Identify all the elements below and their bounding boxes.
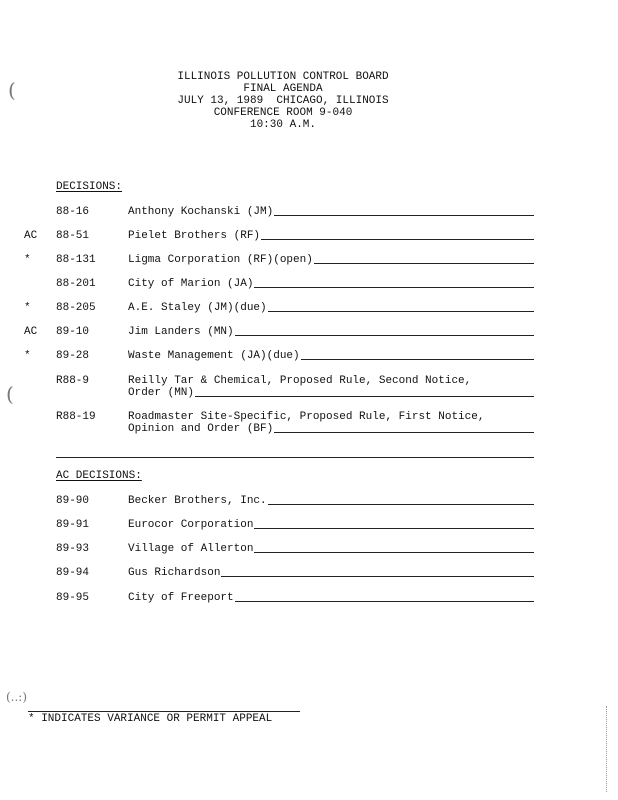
item-description: Waste Management (JA)(due) <box>128 350 534 362</box>
signature-line <box>221 576 534 577</box>
docket-number: 89-91 <box>56 519 90 531</box>
signature-line <box>301 359 534 360</box>
item-description: Anthony Kochanski (JM) <box>128 206 534 218</box>
docket-number: 88-201 <box>56 278 96 290</box>
agenda-item <box>0 302 618 328</box>
signature-line <box>235 335 534 336</box>
docket-number: R88-19 <box>56 411 96 423</box>
item-mark: * <box>24 302 31 314</box>
item-description: City of Marion (JA) <box>128 278 534 290</box>
ac-agenda-item <box>0 543 618 569</box>
scan-smudge-bottom: (..:) <box>6 690 28 704</box>
item-mark: AC <box>24 326 38 338</box>
signature-line <box>254 287 534 288</box>
item-description: City of Freeport <box>128 592 534 604</box>
docket-number: 88-205 <box>56 302 96 314</box>
item-description: A.E. Staley (JM)(due) <box>128 302 534 314</box>
signature-line <box>314 263 534 264</box>
decisions-title: DECISIONS: <box>56 181 123 193</box>
item-description: Roadmaster Site-Specific, Proposed Rule, First Notice, Opinion and Order (BF) <box>128 411 534 435</box>
item-description: Village of Allerton <box>128 543 534 555</box>
item-mark: * <box>24 254 31 266</box>
signature-line <box>274 432 534 433</box>
signature-line <box>254 528 534 529</box>
item-description: Jim Landers (MN) <box>128 326 534 338</box>
signature-line <box>268 504 534 505</box>
agenda-header <box>0 71 566 131</box>
agenda-item <box>0 206 618 232</box>
agenda-item <box>0 350 618 376</box>
signature-line <box>274 215 534 216</box>
docket-number: 89-10 <box>56 326 90 338</box>
item-mark: * <box>24 350 31 362</box>
signature-line <box>195 396 534 397</box>
footnote-rule <box>28 711 300 712</box>
ac-agenda-item <box>0 495 618 521</box>
scan-edge-dots <box>606 706 608 792</box>
ac-agenda-item <box>0 519 618 545</box>
section-divider <box>56 457 534 458</box>
footnote: * INDICATES VARIANCE OR PERMIT APPEAL <box>28 713 273 725</box>
item-mark: AC <box>24 230 38 242</box>
meeting-date-location: JULY 13, 1989 CHICAGO, ILLINOIS <box>177 95 389 107</box>
docket-number: 89-28 <box>56 350 90 362</box>
agenda-item <box>0 375 618 405</box>
meeting-room: CONFERENCE ROOM 9-040 <box>213 107 353 119</box>
docket-number: 89-90 <box>56 495 90 507</box>
docket-number: R88-9 <box>56 375 90 387</box>
agenda-item <box>0 326 618 352</box>
docket-number: 89-95 <box>56 592 90 604</box>
agenda-item <box>0 254 618 280</box>
item-description: Reilly Tar & Chemical, Proposed Rule, Second Notice, Order (MN) <box>128 375 534 399</box>
item-description: Eurocor Corporation <box>128 519 534 531</box>
item-description: Becker Brothers, Inc. <box>128 495 534 507</box>
signature-line <box>268 311 534 312</box>
agenda-item <box>0 278 618 304</box>
ac-agenda-item <box>0 567 618 593</box>
item-description: Gus Richardson <box>128 567 534 579</box>
docket-number: 89-93 <box>56 543 90 555</box>
board-name: ILLINOIS POLLUTION CONTROL BOARD <box>177 71 389 83</box>
scan-bracket-top: ( <box>8 78 16 102</box>
item-description: Ligma Corporation (RF)(open) <box>128 254 534 266</box>
docket-number: 89-94 <box>56 567 90 579</box>
signature-line <box>261 239 534 240</box>
agenda-item <box>0 411 618 441</box>
docket-number: 88-16 <box>56 206 90 218</box>
agenda-item <box>0 230 618 256</box>
signature-line <box>235 601 534 602</box>
docket-number: 88-131 <box>56 254 96 266</box>
meeting-time: 10:30 A.M. <box>249 119 316 131</box>
agenda-title: FINAL AGENDA <box>243 83 323 95</box>
signature-line <box>254 552 534 553</box>
scan-bracket-mid: ( <box>6 382 14 406</box>
ac-agenda-item <box>0 592 618 618</box>
item-description: Pielet Brothers (RF) <box>128 230 534 242</box>
ac-decisions-title: AC DECISIONS: <box>56 470 142 482</box>
docket-number: 88-51 <box>56 230 90 242</box>
